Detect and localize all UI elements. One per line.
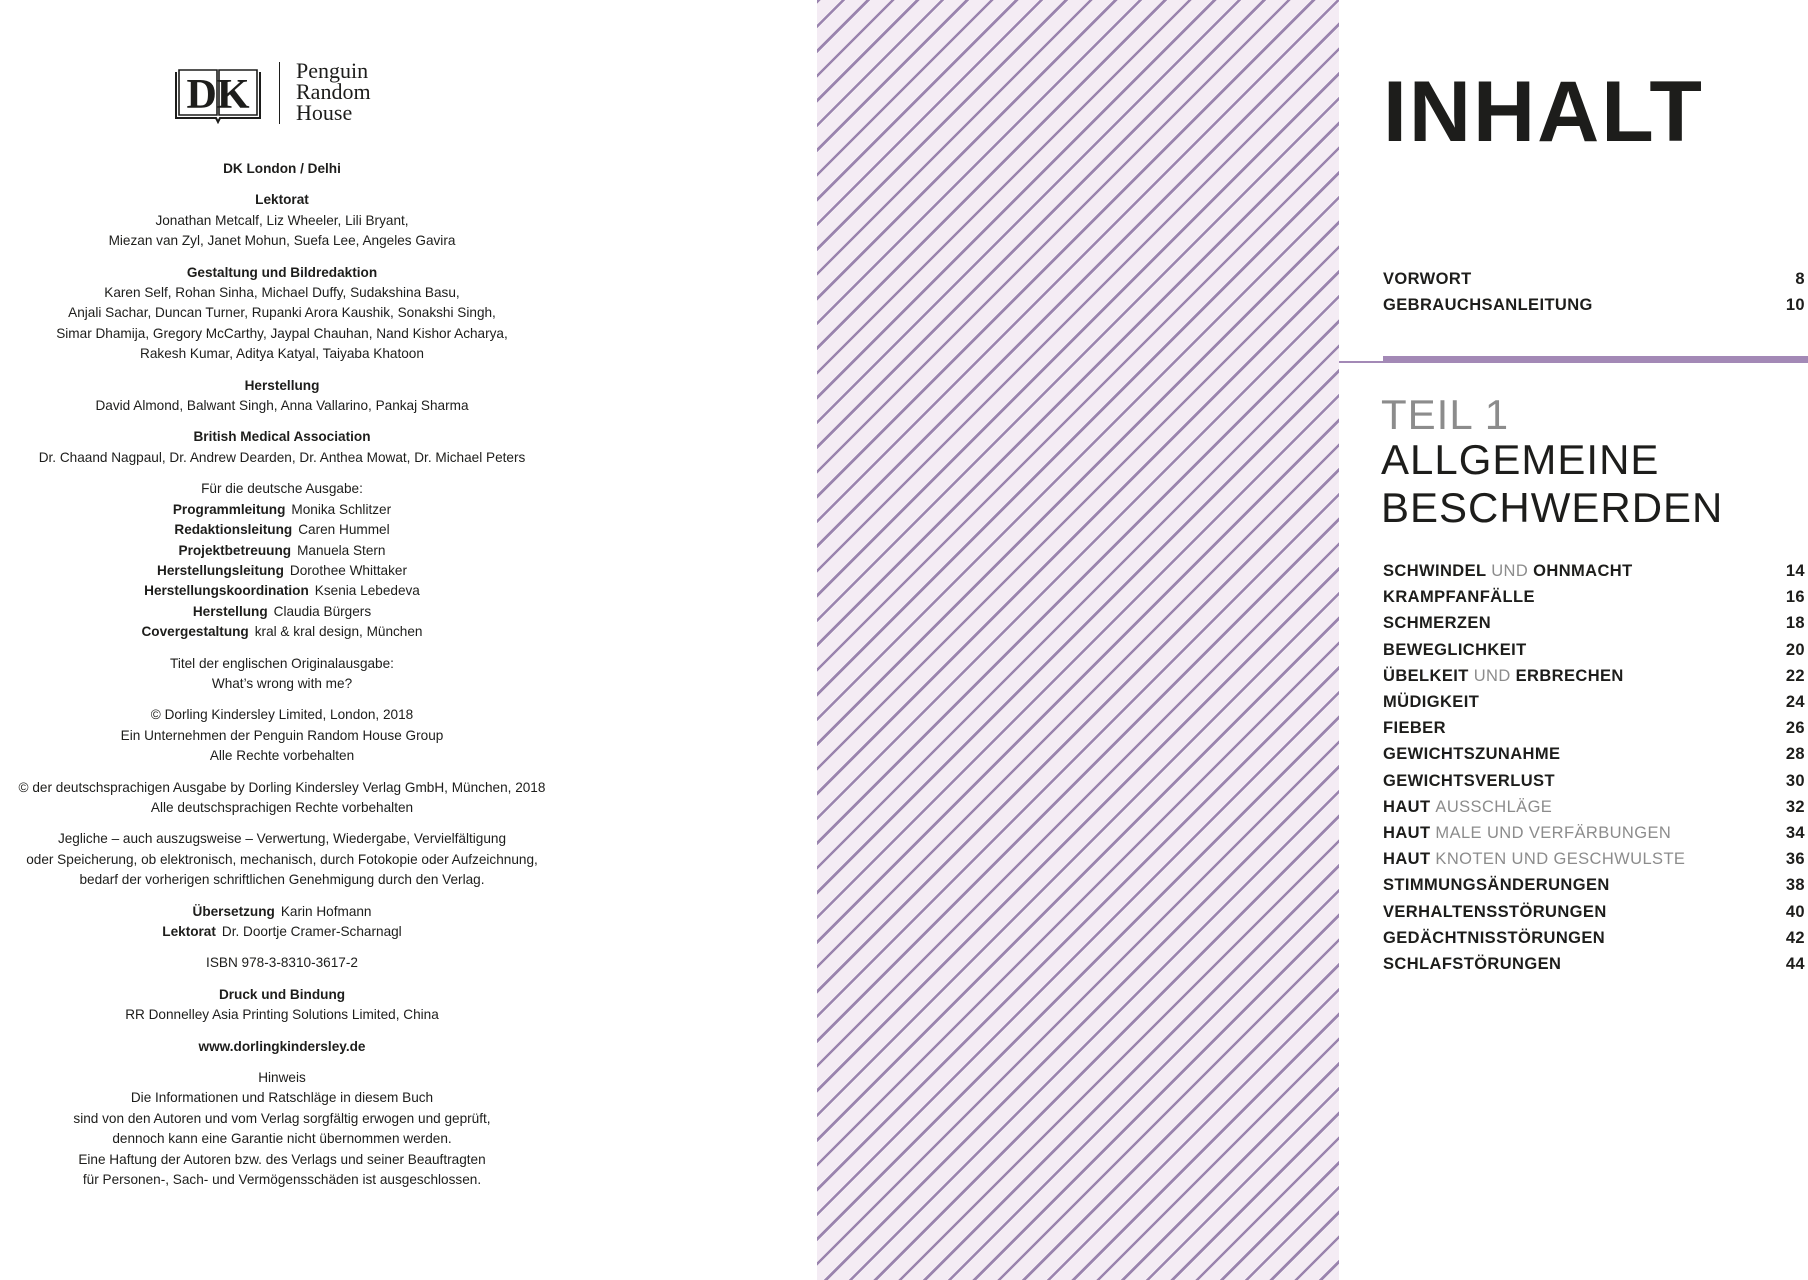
copyright-line: © Dorling Kindersley Limited, London, 2018 bbox=[150, 707, 414, 723]
chapter-entry-label-main: SCHLAFSTÖRUNGEN bbox=[1383, 955, 1562, 973]
credit-group-bma bbox=[0, 427, 564, 468]
rights-notice-block bbox=[0, 829, 564, 890]
chapter-entry-label-main: OHNMACHT bbox=[1528, 562, 1633, 580]
imprint-body bbox=[0, 159, 564, 1201]
chapter-entry-page: 42 bbox=[1785, 928, 1805, 947]
notice-line: für Personen-, Sach- und Vermögensschäden ist ausgeschlossen. bbox=[82, 1172, 482, 1188]
role-value: Dr. Doortje Cramer-Scharnagl bbox=[221, 924, 402, 939]
printing-heading: Druck und Bindung bbox=[218, 986, 346, 1002]
role-label: Übersetzung bbox=[192, 903, 275, 919]
copyright-line: © der deutschsprachigen Ausgabe by Dorling Kindersley Verlag GmbH, München, 2018 bbox=[18, 779, 546, 795]
chapter-entry bbox=[1383, 612, 1805, 634]
publisher-name bbox=[296, 60, 416, 123]
original-title-block bbox=[0, 654, 564, 695]
rights-line: oder Speicherung, ob elektronisch, mechanisch, durch Fotokopie oder Aufzeichnung, bbox=[26, 851, 538, 867]
role-label: Programmleitung bbox=[172, 501, 286, 517]
credit-heading: British Medical Association bbox=[193, 429, 371, 445]
role-label: Herstellung bbox=[192, 603, 268, 619]
german-edition-block bbox=[0, 479, 564, 642]
dk-book-logo-icon bbox=[172, 62, 264, 124]
chapter-entry-label bbox=[1383, 586, 1535, 608]
part-title bbox=[1381, 436, 1808, 532]
chapter-entry-page: 20 bbox=[1785, 640, 1805, 659]
imprint-page bbox=[0, 0, 564, 1280]
credit-heading: Gestaltung und Bildredaktion bbox=[186, 264, 378, 280]
chapter-entry-label bbox=[1383, 901, 1607, 923]
chapter-entry-label bbox=[1383, 822, 1671, 844]
role-label: Redaktionsleitung bbox=[174, 522, 293, 538]
notice-line: Eine Haftung der Autoren bzw. des Verlags und seiner Beauftragten bbox=[78, 1151, 486, 1167]
credit-group-production bbox=[0, 376, 564, 417]
rights-line: Jegliche – auch auszugsweise – Verwertung, Wiedergabe, Vervielfältigung bbox=[57, 831, 507, 847]
toc-entry-label: GEBRAUCHSANLEITUNG bbox=[1383, 296, 1593, 314]
notice-line: sind von den Autoren und vom Verlag sorgfältig erwogen und geprüft, bbox=[73, 1110, 491, 1126]
copyright-original-block bbox=[0, 705, 564, 766]
website-block bbox=[0, 1037, 564, 1057]
role-line bbox=[0, 500, 564, 520]
notice-block bbox=[0, 1068, 564, 1190]
toc-entry-page: 10 bbox=[1785, 296, 1805, 314]
role-value: kral & kral design, München bbox=[254, 624, 423, 640]
role-value: Dorothee Whittaker bbox=[289, 562, 407, 578]
chapter-entry-label-main: HAUT bbox=[1383, 824, 1436, 842]
role-value: Caren Hummel bbox=[298, 522, 390, 538]
chapter-entry-label bbox=[1383, 848, 1685, 870]
chapter-entry-label bbox=[1383, 770, 1555, 792]
role-value: Ksenia Lebedeva bbox=[314, 583, 420, 599]
chapter-entry-label-subtitle: MALE UND VERFÄRBUNGEN bbox=[1435, 824, 1672, 842]
chapter-entry-label-subtitle: UND bbox=[1491, 562, 1529, 580]
chapter-entry-page: 38 bbox=[1785, 876, 1805, 895]
notice-line: Die Informationen und Ratschläge in diesem Buch bbox=[130, 1090, 434, 1106]
copyright-line: Alle Rechte vorbehalten bbox=[209, 748, 355, 764]
section-rule-thin bbox=[1339, 361, 1383, 363]
chapter-entry bbox=[1383, 874, 1805, 896]
chapter-entry-label-main: BEWEGLICHKEIT bbox=[1383, 640, 1527, 659]
copyright-line: Alle deutschsprachigen Rechte vorbehalten bbox=[150, 799, 414, 815]
website: www.dorlingkindersley.de bbox=[198, 1038, 366, 1054]
credit-line: Miezan van Zyl, Janet Mohun, Suefa Lee, Angeles Gavira bbox=[108, 233, 456, 249]
contents-title: INHALT bbox=[1383, 64, 1704, 160]
credit-line: Simar Dhamija, Gregory McCarthy, Jaypal Chauhan, Nand Kishor Acharya, bbox=[56, 325, 508, 341]
front-matter-list bbox=[1339, 268, 1808, 328]
chapter-entry-label-main: GEDÄCHTNISSTÖRUNGEN bbox=[1383, 928, 1606, 947]
chapter-entry bbox=[1383, 717, 1805, 739]
logo-divider bbox=[279, 62, 280, 124]
role-label: Herstellungsleitung bbox=[157, 562, 284, 578]
role-line bbox=[0, 541, 564, 561]
rights-line: bedarf der vorherigen schriftlichen Genehmigung durch den Verlag. bbox=[79, 872, 485, 888]
chapter-entry-label bbox=[1383, 691, 1479, 713]
chapter-entry-page: 40 bbox=[1785, 902, 1805, 921]
part-title-line: ALLGEMEINE bbox=[1381, 436, 1660, 483]
chapter-entry bbox=[1383, 665, 1805, 687]
role-line bbox=[0, 902, 564, 922]
original-title-line: What’s wrong with me? bbox=[211, 675, 353, 691]
publisher-name-line: House bbox=[296, 100, 353, 125]
credit-line: Jonathan Metcalf, Liz Wheeler, Lili Bryant, bbox=[155, 212, 409, 228]
chapter-entry-label-main: GEWICHTSVERLUST bbox=[1383, 771, 1555, 790]
chapter-entry-label-main: ERBRECHEN bbox=[1510, 666, 1624, 685]
chapter-entry-label bbox=[1383, 612, 1491, 634]
role-line bbox=[0, 922, 564, 942]
copyright-german-block bbox=[0, 778, 564, 819]
isbn: ISBN 978-3-8310-3617-2 bbox=[206, 955, 358, 971]
chapter-entry-label-main: VERHALTENSSTÖRUNGEN bbox=[1383, 902, 1607, 921]
chapter-entry-label bbox=[1383, 874, 1610, 896]
chapter-entry-page: 14 bbox=[1785, 562, 1805, 580]
chapter-entry bbox=[1383, 770, 1805, 792]
chapter-entry bbox=[1383, 822, 1805, 844]
printing-line: RR Donnelley Asia Printing Solutions Limited, China bbox=[125, 1007, 439, 1023]
chapter-entry-label-main: KRAMPFANFÄLLE bbox=[1383, 588, 1535, 607]
role-label: Projektbetreuung bbox=[178, 542, 292, 558]
toc-entry bbox=[1383, 268, 1805, 290]
chapter-entry-label-subtitle: KNOTEN UND GESCHWULSTE bbox=[1435, 850, 1686, 869]
chapter-entry-label bbox=[1383, 743, 1560, 765]
copyright-line: Ein Unternehmen der Penguin Random House Group bbox=[120, 727, 444, 743]
chapter-entry-page: 44 bbox=[1785, 955, 1805, 973]
credit-group-lektorat bbox=[0, 190, 564, 251]
credit-line: David Almond, Balwant Singh, Anna Vallarino, Pankaj Sharma bbox=[95, 398, 469, 414]
chapter-entry-label bbox=[1383, 796, 1552, 818]
chapter-entry-label bbox=[1383, 639, 1527, 661]
chapter-entry-label-main: SCHMERZEN bbox=[1383, 614, 1492, 633]
chapter-entry-label bbox=[1383, 927, 1605, 949]
part-title-line: BESCHWERDEN bbox=[1381, 484, 1724, 531]
original-title-line: Titel der englischen Originalausgabe: bbox=[170, 655, 394, 671]
toc-entry-label: VORWORT bbox=[1383, 270, 1472, 288]
chapter-entry bbox=[1383, 639, 1805, 661]
chapter-entry-page: 32 bbox=[1785, 797, 1805, 816]
office-block bbox=[0, 159, 564, 179]
chapter-entry bbox=[1383, 953, 1805, 975]
role-value: Monika Schlitzer bbox=[291, 501, 392, 517]
notice-line: dennoch kann eine Garantie nicht übernommen werden. bbox=[112, 1131, 452, 1147]
chapter-entry-page: 24 bbox=[1785, 693, 1805, 711]
printing-block bbox=[0, 985, 564, 1026]
chapter-entry bbox=[1383, 691, 1805, 713]
chapter-entry-label bbox=[1383, 953, 1561, 975]
credit-line: Karen Self, Rohan Sinha, Michael Duffy, Sudakshina Basu, bbox=[104, 285, 460, 301]
chapter-entry bbox=[1383, 901, 1805, 923]
role-line bbox=[0, 622, 564, 642]
credit-group-design bbox=[0, 263, 564, 365]
publisher-logo bbox=[172, 58, 392, 128]
toc-entry bbox=[1383, 294, 1805, 316]
role-value: Manuela Stern bbox=[297, 542, 386, 558]
german-edition-intro: Für die deutsche Ausgabe: bbox=[201, 481, 363, 497]
credit-line: Rakesh Kumar, Aditya Katyal, Taiyaba Khatoon bbox=[140, 346, 424, 362]
section-rule bbox=[1383, 356, 1808, 363]
role-value: Karin Hofmann bbox=[280, 903, 372, 919]
chapter-entry bbox=[1383, 927, 1805, 949]
chapter-entry-label-main: MÜDIGKEIT bbox=[1383, 693, 1480, 711]
chapter-entry-page: 18 bbox=[1785, 614, 1805, 633]
credit-heading: Herstellung bbox=[244, 377, 320, 393]
chapter-entry-page: 30 bbox=[1785, 771, 1805, 790]
publisher-name-line: Random bbox=[296, 79, 371, 104]
isbn-block bbox=[0, 953, 564, 973]
chapter-entry-label-main: SCHWINDEL bbox=[1383, 562, 1492, 580]
chapter-entry-page: 36 bbox=[1785, 850, 1805, 869]
chapter-entry-label-main: HAUT bbox=[1383, 797, 1436, 816]
chapter-entry-page: 26 bbox=[1785, 719, 1805, 738]
credit-line: Anjali Sachar, Duncan Turner, Rupanki Arora Kaushik, Sonakshi Singh, bbox=[68, 305, 496, 321]
role-label: Covergestaltung bbox=[141, 624, 249, 640]
chapter-entry bbox=[1383, 586, 1805, 608]
toc-entry-page: 8 bbox=[1795, 270, 1805, 288]
role-line bbox=[0, 561, 564, 581]
notice-heading: Hinweis bbox=[258, 1070, 306, 1086]
chapter-entry-page: 16 bbox=[1785, 588, 1805, 607]
striped-decorative-panel bbox=[817, 0, 1339, 1280]
role-label: Herstellungskoordination bbox=[144, 583, 309, 599]
chapter-entry-page: 34 bbox=[1785, 824, 1805, 842]
chapter-entry-label-main: ÜBELKEIT bbox=[1383, 666, 1474, 685]
part-label: TEIL 1 bbox=[1381, 391, 1510, 438]
chapter-entry-page: 22 bbox=[1785, 666, 1805, 685]
publisher-name-line: Penguin bbox=[296, 58, 369, 83]
translation-block bbox=[0, 902, 564, 943]
role-value: Claudia Bürgers bbox=[273, 603, 372, 619]
chapter-entry-label-main: HAUT bbox=[1383, 850, 1436, 869]
chapter-entry-page: 28 bbox=[1785, 745, 1805, 764]
chapter-entry-label bbox=[1383, 560, 1633, 582]
role-line bbox=[0, 520, 564, 540]
chapter-entry-label-main: FIEBER bbox=[1383, 719, 1446, 738]
chapter-entry-label-main: STIMMUNGSÄNDERUNGEN bbox=[1383, 876, 1610, 895]
chapter-entry bbox=[1383, 743, 1805, 765]
office-name: DK London / Delhi bbox=[223, 161, 341, 176]
dk-mark-text: DK bbox=[186, 72, 250, 118]
chapter-entry-label-main: GEWICHTSZUNAHME bbox=[1383, 745, 1561, 764]
chapter-entry bbox=[1383, 560, 1805, 582]
chapter-entry-label bbox=[1383, 717, 1446, 739]
chapter-entry bbox=[1383, 848, 1805, 870]
credit-line: Dr. Chaand Nagpaul, Dr. Andrew Dearden, Dr. Anthea Mowat, Dr. Michael Peters bbox=[38, 449, 526, 465]
chapter-entry-label-subtitle: AUSSCHLÄGE bbox=[1435, 797, 1553, 816]
chapter-entry-label-subtitle: UND bbox=[1473, 666, 1511, 685]
chapter-entry bbox=[1383, 796, 1805, 818]
chapter-entry-label bbox=[1383, 665, 1624, 687]
role-line bbox=[0, 602, 564, 622]
contents-page bbox=[1339, 0, 1808, 1280]
role-line bbox=[0, 581, 564, 601]
credit-heading: Lektorat bbox=[255, 192, 309, 208]
role-label: Lektorat bbox=[162, 924, 216, 939]
